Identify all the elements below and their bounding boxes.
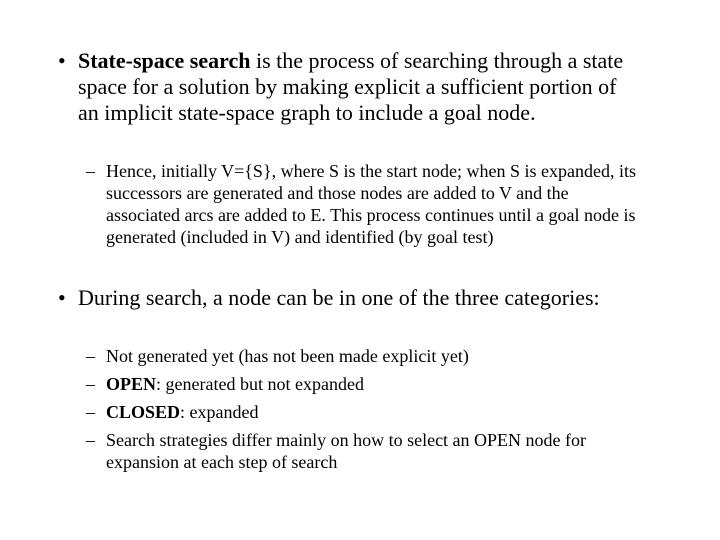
sub-bullet-body: Search strategies differ mainly on how to select an OPEN node for expansion at each step of search (106, 430, 587, 472)
sub-bullet-text (106, 345, 646, 367)
dash-symbol: – (86, 374, 95, 394)
sub-bullet-text (106, 373, 646, 395)
bullet-body: During search, a node can be in one of the three categories: (78, 285, 600, 310)
sub-bullet-body: Hence, initially V={S}, where S is the start node; when S is expanded, its successors are generated and those nodes are added to V and the associated arcs are added to E. This process continues until a goal node is generated (included in V) and identified (by goal test) (106, 161, 637, 247)
bullet-text (78, 48, 638, 126)
sub-bullet-item (86, 160, 646, 248)
dash-symbol: – (86, 346, 95, 366)
sub-bullet-bold-term: OPEN (106, 374, 157, 394)
dash-symbol: – (86, 402, 95, 422)
bullet-item (58, 285, 638, 311)
sub-bullet-body: : generated but not expanded (156, 374, 364, 394)
sub-bullet-text (106, 160, 646, 248)
sub-bullet-body: Not generated yet (has not been made explicit yet) (106, 346, 469, 366)
sub-bullet-item (86, 373, 646, 395)
dash-symbol: – (86, 430, 95, 450)
bullet-symbol: • (58, 48, 66, 73)
bullet-body: is the process of searching through a state space for a solution by making explicit a sufficient portion of an implicit state-space graph to include a goal node. (78, 48, 624, 125)
sub-bullet-item (86, 345, 646, 367)
dash-symbol: – (86, 161, 95, 181)
bullet-item (58, 48, 638, 126)
bullet-symbol: • (58, 285, 66, 310)
sub-bullet-item (86, 401, 646, 423)
bullet-bold-term: State-space search (78, 48, 251, 73)
sub-bullet-text (106, 401, 646, 423)
bullet-text (78, 285, 638, 311)
sub-bullet-bold-term: CLOSED (106, 402, 181, 422)
sub-bullet-item (86, 429, 646, 473)
sub-bullet-text (106, 429, 646, 473)
sub-bullet-body: : expanded (180, 402, 259, 422)
